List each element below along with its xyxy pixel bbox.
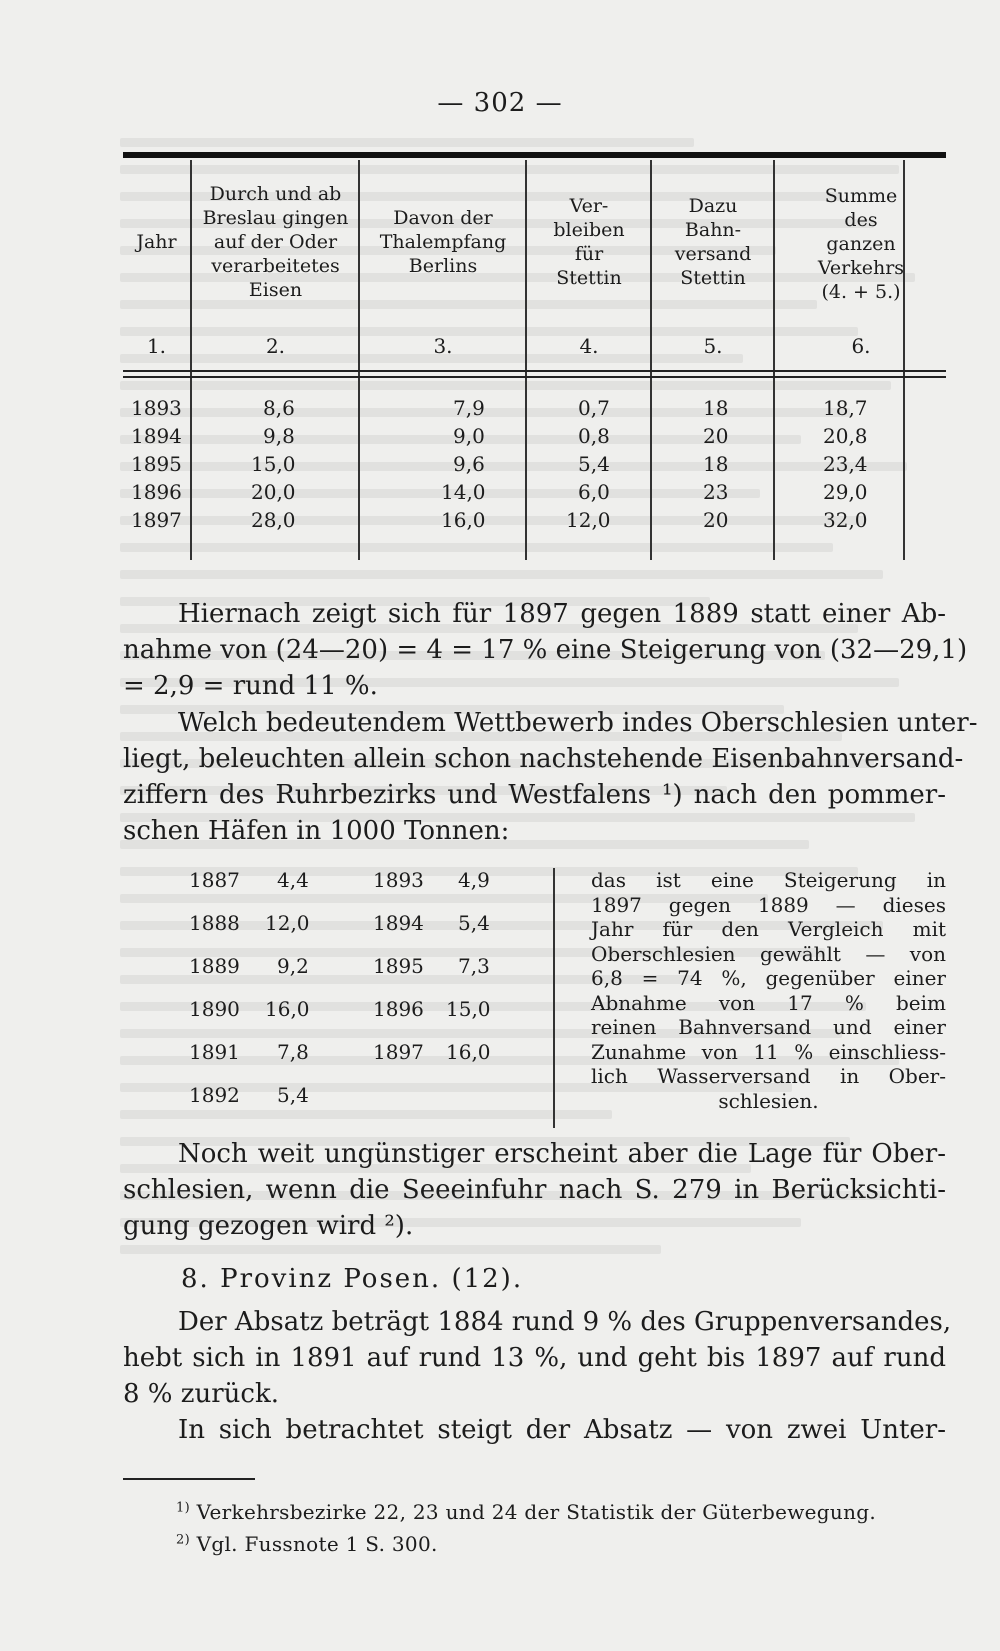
table-row: 1894 9,8 9,0 0,8 20 20,8 [131,424,868,448]
value-cell: 4,9 [458,868,490,892]
paragraph: Welch bedeutendem Wettbewerb indes Oberschlesien unter- liegt, beleuchten allein schon nachstehende Eisenbahnversand- ziffern des Ruhrbezirks und Westfalens ¹) nach den pommer- schen Häfen in 1000 Tonnen: [123,708,978,846]
year-cell: 1889 [189,954,240,978]
value-cell: 15,0 [446,997,491,1021]
header-jahr: Jahr [136,231,177,253]
table-row: 1895 15,0 9,6 5,4 18 23,4 [131,452,868,476]
footnote: $^{2)}$ Vgl. Fussnote 1 S. 300. [176,1532,438,1556]
year-cell: 1887 [189,868,240,892]
value-cell: 9,2 [277,954,309,978]
paragraph: Noch weit ungünstiger erscheint aber die Lage für Ober- schlesien, wenn die Seeeinfuhr nach S. 279 in Berücksichti- gung gezogen wird ²). [123,1139,946,1241]
table-rule [123,376,946,378]
value-cell: 5,4 [458,911,490,935]
year-cell: 1890 [189,997,240,1021]
table-row: 1897 28,0 16,0 12,0 20 32,0 [131,508,868,532]
value-cell: 4,4 [277,868,309,892]
year-cell: 1893 [373,868,424,892]
value-cell: 12,0 [265,911,310,935]
col-number: 4. [579,334,599,358]
traffic-table [123,152,946,582]
footnote-rule [123,1478,255,1480]
paragraph: In sich betrachtet steigt der Absatz — von zwei Unter- [178,1415,946,1445]
header-breslau: Durch und ab Breslau gingen auf der Oder verarbeitetes Eisen [202,183,349,301]
col-number: 6. [851,334,871,358]
year-cell: 1895 [373,954,424,978]
paragraph: Hiernach zeigt sich für 1897 gegen 1889 statt einer Ab- nahme von (24—20) = 4 = 17 % eine Steigerung von (32—29,1) = 2,9 = rund 11 %. [123,599,968,701]
value-cell: 16,0 [265,997,310,1021]
header-berlin: Davon der Thalempfang Berlins [379,207,507,277]
year-cell: 1897 [373,1040,424,1064]
table-side-note: das ist eine Steigerung in 1897 gegen 1889 — dieses Jahr für den Vergleich mit Oberschlesien gewählt — von 6,8 = 74 %, gegenüber einer Abnahme von 17 % beim reinen Bahnversand und einer Zunahme von 11 % einschliess- lich Wasserversand in Ober- schlesien. [591,868,946,1113]
page-number: — 302 — [437,88,563,118]
value-cell: 7,3 [458,954,490,978]
col-number: 3. [433,334,453,358]
header-bahnversand: Dazu Bahn- versand Stettin [674,195,752,289]
year-cell: 1892 [189,1083,240,1107]
col-number: 1. [146,334,167,358]
year-cell: 1891 [189,1040,240,1064]
value-cell: 16,0 [446,1040,491,1064]
table-row: 1896 20,0 14,0 6,0 23 29,0 [131,480,868,504]
table-row: 1893 8,6 7,9 0,7 18 18,7 [131,396,868,420]
table-rule [123,370,946,372]
header-summe: Summe des ganzen Verkehrs (4. + 5.) [817,185,905,303]
section-heading: 8. Provinz Posen. (12). [181,1264,524,1294]
paragraph: Der Absatz beträgt 1884 rund 9 % des Gruppenversandes, hebt sich in 1891 auf rund 13 %, und geht bis 1897 auf rund 8 % zurück. [123,1307,952,1409]
year-cell: 1896 [373,997,424,1021]
header-stettin-verbleib: Ver- bleiben für Stettin [553,195,625,289]
value-cell: 5,4 [277,1083,309,1107]
table-divider [553,868,555,1128]
year-cell: 1888 [189,911,240,935]
value-cell: 7,8 [277,1040,309,1064]
rail-shipment-table [123,868,946,1128]
year-cell: 1894 [373,911,424,935]
table-top-rule [123,152,946,158]
footnote: $^{1)}$ Verkehrsbezirke 22, 23 und 24 der Statistik der Güterbewegung. [176,1500,877,1524]
col-number: 5. [703,334,723,358]
col-number: 2. [265,334,286,358]
